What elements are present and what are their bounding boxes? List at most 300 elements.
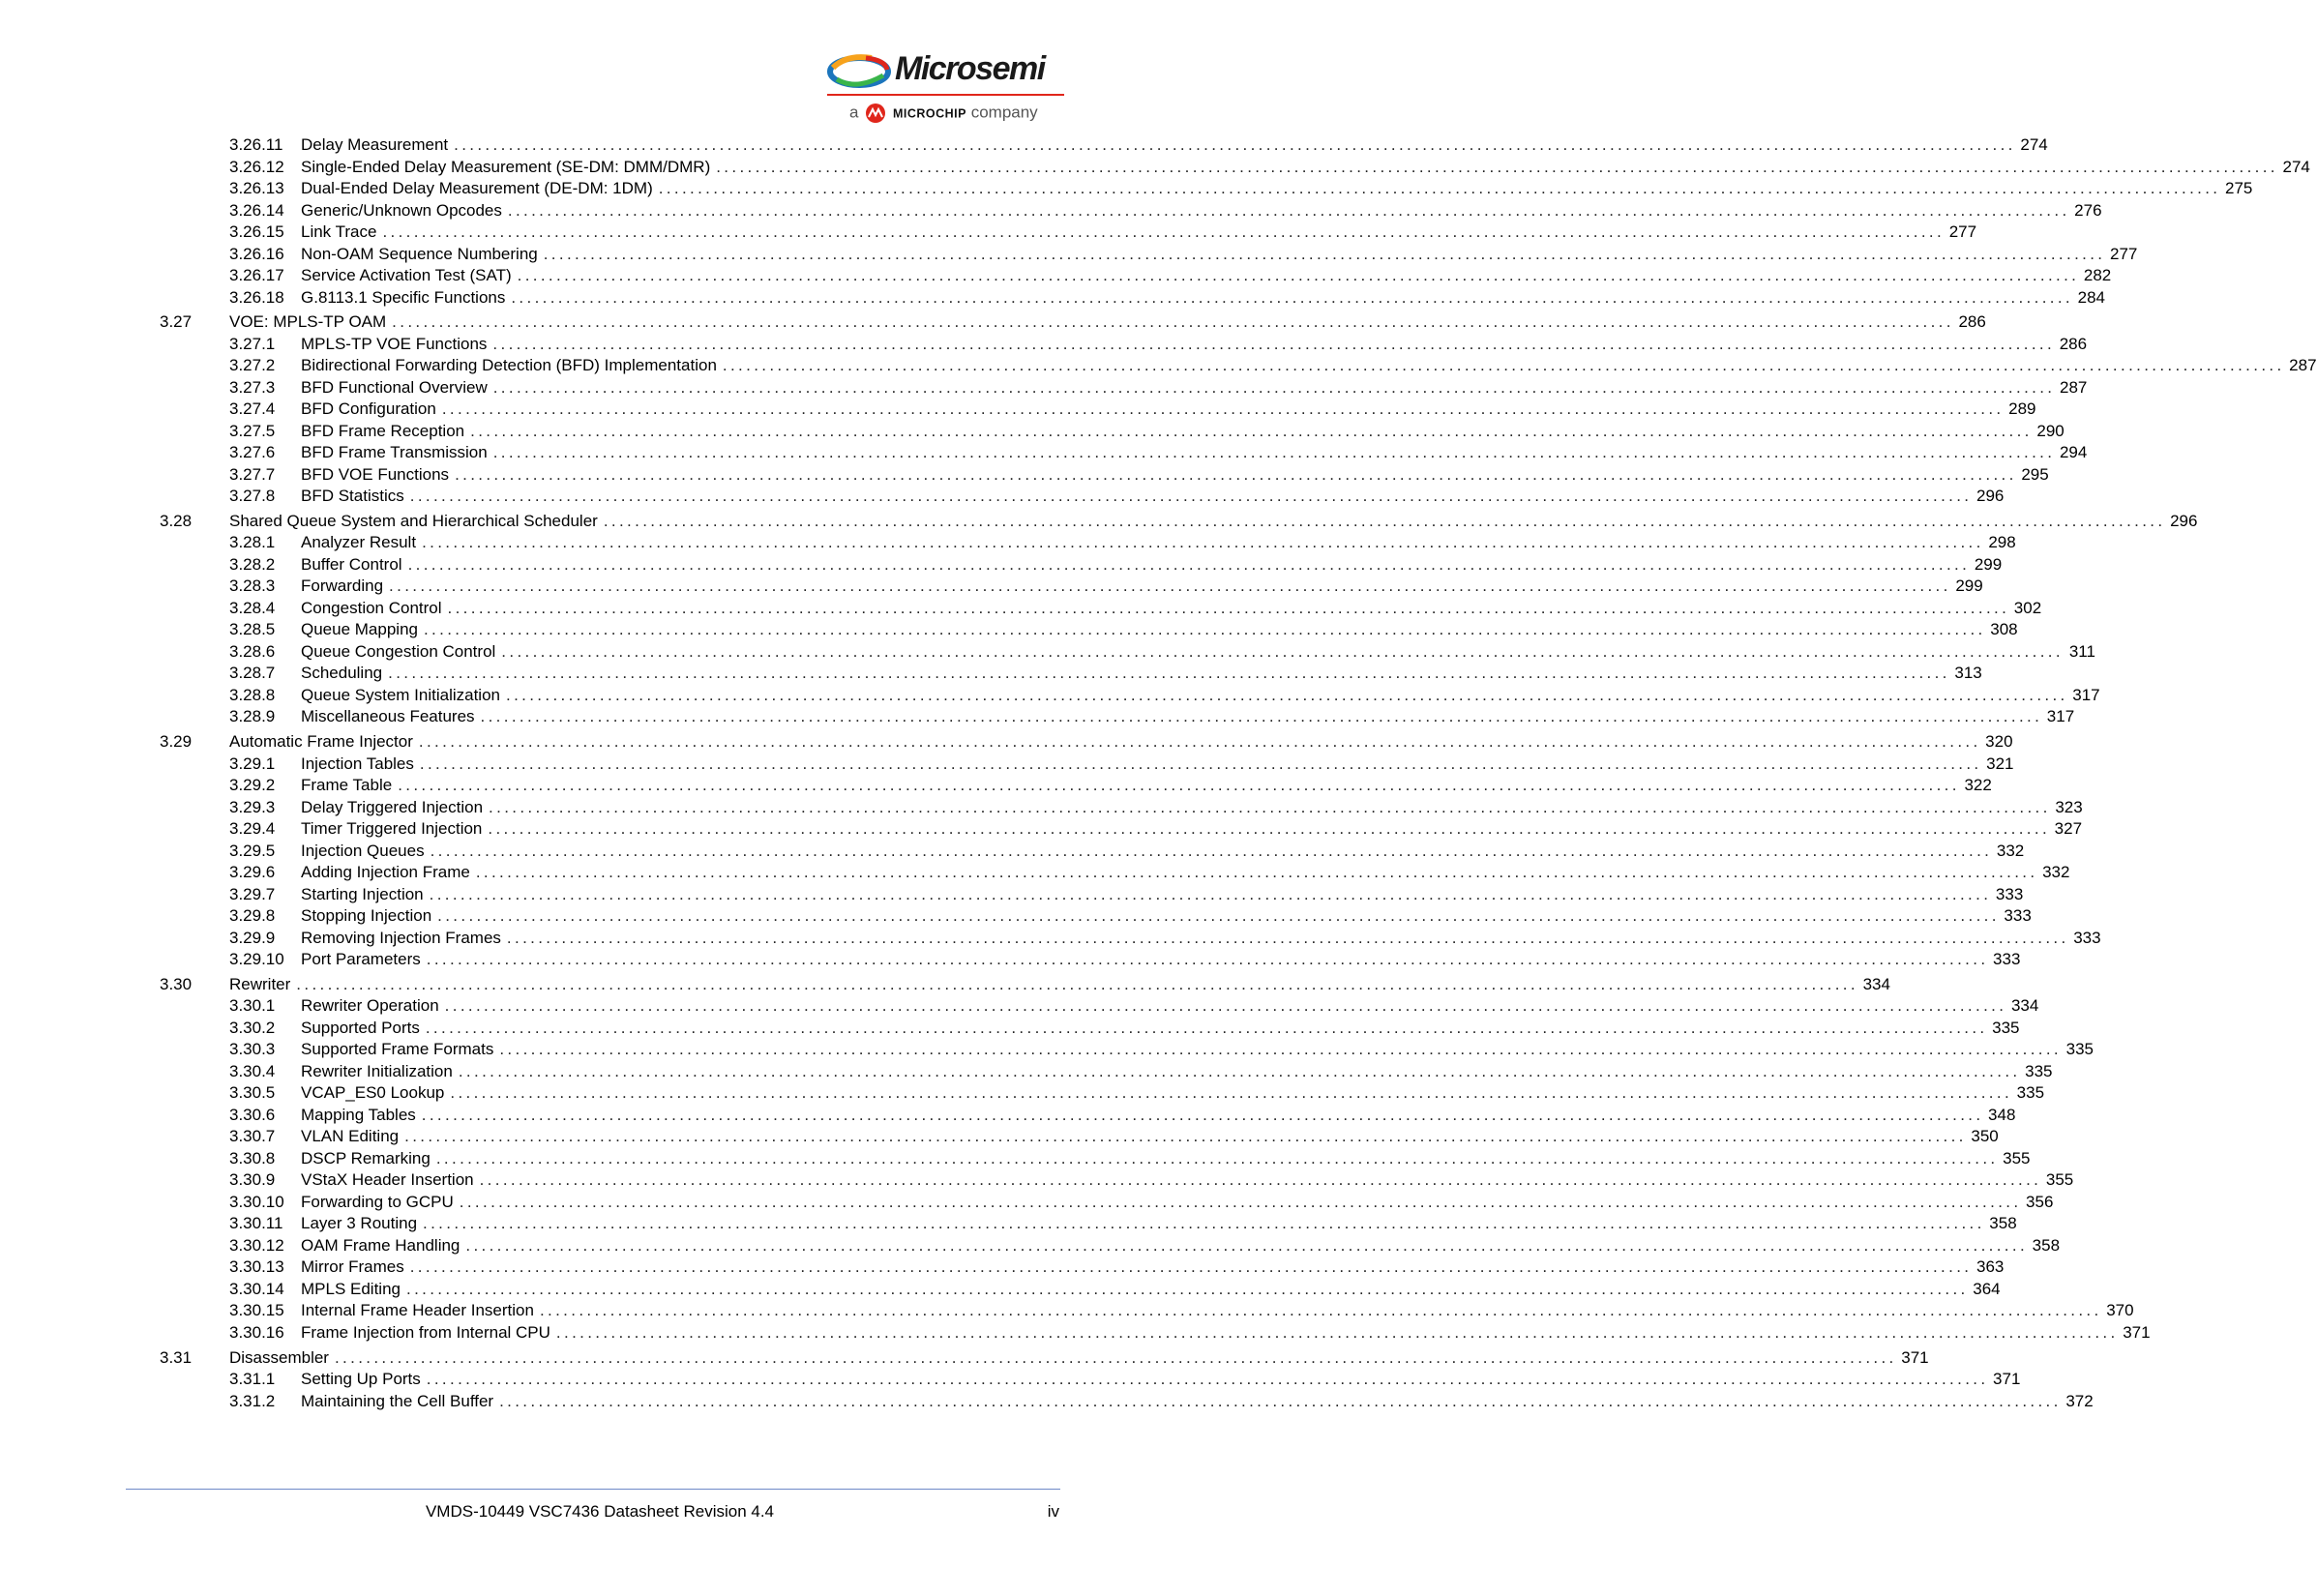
toc-entry-page: 289 (2008, 399, 2036, 419)
toc-dot-leader: ........................................................................................................................................................................................................ (435, 1148, 1999, 1167)
toc-entry-number: 3.29 (160, 732, 193, 752)
toc-entry-number: 3.28.3 (229, 576, 276, 596)
microsemi-logo (827, 50, 1069, 128)
toc-entry-page: 295 (2021, 464, 2049, 484)
toc-entry-number: 3.29.4 (229, 819, 276, 839)
toc-subsection-entry[interactable] (0, 199, 2102, 222)
toc-entry-page: 299 (1955, 576, 1983, 596)
toc-entry-page: 277 (1948, 222, 1977, 241)
toc-dot-leader: ........................................................................................................................................................................................................ (489, 797, 2051, 816)
toc-entry-page: 313 (1954, 664, 1982, 683)
toc-subsection-entry[interactable] (0, 948, 2021, 970)
toc-entry-page: 276 (2074, 200, 2102, 220)
logo-tagline-brand: MICROCHIP (892, 106, 966, 121)
toc-entry-page: 335 (2065, 1040, 2094, 1059)
toc-entry-number: 3.30.13 (229, 1257, 284, 1277)
toc-dot-leader: ........................................................................................................................................................................................................ (480, 707, 2043, 726)
toc-entry-title: Generic/Unknown Opcodes (301, 200, 502, 220)
toc-subsection-entry[interactable] (0, 398, 2036, 420)
toc-entry-number: 3.26.14 (229, 200, 284, 220)
toc-entry-title: OAM Frame Handling (301, 1235, 460, 1255)
toc-entry-number: 3.28.5 (229, 620, 276, 639)
toc-dot-leader: ........................................................................................................................................................................................................ (603, 511, 2166, 530)
toc-entry-page: 335 (2025, 1061, 2053, 1080)
toc-subsection-entry[interactable] (0, 817, 2083, 840)
toc-entry-number: 3.28 (160, 511, 193, 530)
toc-entry-page: 308 (1990, 620, 2018, 639)
toc-dot-leader: ........................................................................................................................................................................................................ (722, 356, 2285, 375)
toc-entry-page: 350 (1971, 1127, 1999, 1146)
toc-dot-leader: ........................................................................................................................................................................................................ (419, 754, 1982, 773)
toc-entry-page: 355 (2003, 1148, 2031, 1167)
toc-section-entry[interactable] (0, 310, 1986, 333)
toc-entry-number: 3.29.3 (229, 797, 276, 816)
toc-entry-page: 335 (2016, 1083, 2045, 1103)
toc-entry-page: 348 (1988, 1105, 2016, 1124)
toc-entry-page: 371 (1993, 1370, 2021, 1388)
toc-dot-leader: ........................................................................................................................................................................................................ (418, 732, 1981, 752)
toc-entry-page: 317 (2046, 707, 2075, 726)
toc-dot-leader: ........................................................................................................................................................................................................ (716, 157, 2278, 176)
toc-subsection-entry[interactable] (0, 333, 2088, 355)
toc-entry-page: 333 (2004, 906, 2032, 926)
toc-entry-title: Stopping Injection (301, 906, 432, 926)
toc-entry-number: 3.29.10 (229, 950, 284, 969)
toc-entry-page: 277 (2110, 244, 2138, 263)
toc-entry-page: 322 (1964, 776, 1992, 795)
toc-entry-number: 3.30.11 (229, 1214, 283, 1233)
toc-entry-number: 3.27.7 (229, 464, 276, 484)
toc-entry-page: 356 (2026, 1192, 2054, 1211)
toc-dot-leader: ........................................................................................................................................................................................................ (492, 334, 2056, 353)
toc-entry-page: 302 (2013, 598, 2042, 617)
toc-entry-title: Internal Frame Header Insertion (301, 1301, 534, 1320)
toc-entry-title: Queue Mapping (301, 620, 418, 639)
toc-entry-page: 317 (2072, 685, 2100, 704)
toc-dot-leader: ........................................................................................................................................................................................................ (479, 1170, 2042, 1190)
toc-subsection-entry[interactable] (0, 553, 2003, 576)
toc-subsection-entry[interactable] (0, 531, 2016, 553)
toc-subsection-entry[interactable] (0, 420, 2065, 442)
toc-entry-number: 3.30.10 (229, 1192, 284, 1211)
toc-entry-page: 332 (1996, 841, 2025, 860)
toc-entry-number: 3.28.8 (229, 685, 276, 704)
toc-dot-leader: ........................................................................................................................................................................................................ (334, 1347, 1897, 1367)
toc-entry-title: BFD Statistics (301, 487, 404, 506)
toc-dot-leader: ........................................................................................................................................................................................................ (459, 1192, 2022, 1211)
toc-subsection-entry[interactable] (0, 156, 2310, 178)
toc-subsection-entry[interactable] (0, 840, 2025, 862)
toc-entry-page: 287 (2060, 377, 2088, 397)
logo-tagline-suffix: company (970, 103, 1038, 122)
toc-dot-leader: ........................................................................................................................................................................................................ (409, 1257, 1973, 1277)
toc-dot-leader: ........................................................................................................................................................................................................ (454, 135, 2016, 154)
toc-dot-leader: ........................................................................................................................................................................................................ (539, 1301, 2102, 1320)
microchip-icon (865, 103, 886, 124)
toc-entry-title: VCAP_ES0 Lookup (301, 1083, 445, 1103)
toc-entry-page: 333 (1995, 884, 2024, 903)
toc-subsection-entry[interactable] (0, 1168, 2074, 1191)
toc-subsection-entry[interactable] (0, 1299, 2134, 1321)
toc-entry-title: Layer 3 Routing (301, 1214, 418, 1233)
toc-entry-number: 3.26.17 (229, 266, 284, 284)
toc-entry-title: Frame Injection from Internal CPU (301, 1322, 550, 1342)
toc-entry-page: 311 (2068, 641, 2095, 661)
toc-subsection-entry[interactable] (0, 286, 2105, 309)
toc-subsection-entry[interactable] (0, 1038, 2094, 1060)
toc-entry-number: 3.29.2 (229, 776, 276, 795)
toc-entry-number: 3.27.5 (229, 421, 276, 440)
toc-entry-title: Rewriter Initialization (301, 1061, 453, 1080)
toc-entry-title: Bidirectional Forwarding Detection (BFD) Implementation (301, 356, 717, 375)
toc-subsection-entry[interactable] (0, 774, 1992, 796)
toc-dot-leader: ........................................................................................................................................................................................................ (429, 884, 1992, 903)
toc-entry-title: BFD Frame Reception (301, 421, 465, 440)
toc-entry-title: Service Activation Test (SAT) (301, 266, 512, 284)
toc-dot-leader: ........................................................................................................................................................................................................ (430, 841, 1993, 860)
logo-wordmark: Microsemi (895, 50, 1045, 87)
toc-dot-leader: ........................................................................................................................................................................................................ (506, 928, 2069, 947)
toc-entry-title: MPLS-TP VOE Functions (301, 334, 488, 353)
toc-section-entry[interactable] (0, 510, 2198, 532)
toc-entry-page: 275 (2225, 179, 2253, 197)
toc-entry-title: BFD Functional Overview (301, 377, 488, 397)
toc-entry-page: 321 (1986, 754, 2014, 773)
toc-entry-number: 3.29.8 (229, 906, 276, 926)
toc-entry-number: 3.30.15 (229, 1301, 284, 1320)
toc-subsection-entry[interactable] (0, 597, 2042, 619)
toc-subsection-entry[interactable] (0, 1212, 2017, 1234)
toc-subsection-entry[interactable] (0, 1234, 2061, 1256)
toc-subsection-entry[interactable] (0, 1321, 2151, 1344)
toc-entry-page: 370 (2106, 1301, 2134, 1320)
toc-entry-page: 332 (2042, 863, 2070, 882)
toc-dot-leader: ........................................................................................................................................................................................................ (465, 1235, 2029, 1255)
toc-subsection-entry[interactable] (0, 463, 2049, 486)
toc-entry-number: 3.29.7 (229, 884, 276, 903)
toc-subsection-entry[interactable] (0, 485, 2005, 507)
toc-subsection-entry[interactable] (0, 861, 2070, 883)
toc-entry-number: 3.30.3 (229, 1040, 276, 1059)
toc-entry-title: Rewriter (229, 974, 291, 993)
toc-entry-number: 3.26.15 (229, 222, 284, 241)
toc-subsection-entry[interactable] (0, 1368, 2021, 1390)
toc-subsection-entry[interactable] (0, 1125, 1999, 1147)
toc-entry-page: 327 (2054, 819, 2083, 839)
toc-subsection-entry[interactable] (0, 376, 2088, 399)
toc-subsection-entry[interactable] (0, 575, 1983, 597)
toc-subsection-entry[interactable] (0, 1081, 2045, 1104)
toc-entry-number: 3.30.8 (229, 1148, 276, 1167)
toc-entry-title: Adding Injection Frame (301, 863, 470, 882)
toc-entry-number: 3.28.7 (229, 664, 276, 683)
toc-entry-number: 3.26.16 (229, 244, 284, 263)
toc-subsection-entry[interactable] (0, 1147, 2031, 1169)
toc-subsection-entry[interactable] (0, 133, 2048, 156)
toc-dot-leader: ........................................................................................................................................................................................................ (392, 312, 1954, 332)
toc-subsection-entry[interactable] (0, 705, 2075, 727)
toc-dot-leader: ........................................................................................................................................................................................................ (382, 222, 1946, 241)
toc-entry-number: 3.28.6 (229, 641, 276, 661)
toc-dot-leader: ........................................................................................................................................................................................................ (437, 906, 2000, 926)
toc-entry-page: 296 (2170, 511, 2198, 530)
toc-dot-leader: ........................................................................................................................................................................................................ (423, 620, 1986, 639)
toc-dot-leader: ........................................................................................................................................................................................................ (388, 664, 1950, 683)
toc-dot-leader: ........................................................................................................................................................................................................ (444, 996, 2007, 1016)
toc-entry-number: 3.26.13 (229, 179, 284, 197)
toc-entry-title: Link Trace (301, 222, 377, 241)
toc-dot-leader: ........................................................................................................................................................................................................ (398, 776, 1960, 795)
footer-divider (126, 1489, 1060, 1490)
toc-entry-number: 3.27 (160, 312, 193, 332)
toc-dot-leader: ........................................................................................................................................................................................................ (499, 1040, 2062, 1059)
toc-entry-page: 298 (1988, 533, 2016, 552)
toc-entry-title: Forwarding to GCPU (301, 1192, 454, 1211)
toc-entry-number: 3.30.4 (229, 1061, 276, 1080)
toc-entry-number: 3.26.11 (229, 135, 283, 154)
toc-dot-leader: ........................................................................................................................................................................................................ (475, 863, 2038, 882)
toc-entry-number: 3.30.6 (229, 1105, 276, 1124)
toc-entry-title: Single-Ended Delay Measurement (SE-DM: DMM/DMR) (301, 157, 711, 176)
toc-subsection-entry[interactable] (0, 354, 2317, 376)
toc-dot-leader: ........................................................................................................................................................................................................ (492, 443, 2056, 462)
toc-entry-title: Mapping Tables (301, 1105, 416, 1124)
toc-entry-number: 3.30.9 (229, 1170, 276, 1190)
toc-entry-title: BFD Configuration (301, 399, 436, 419)
toc-entry-page: 320 (1985, 732, 2013, 752)
toc-entry-number: 3.27.3 (229, 377, 276, 397)
toc-entry-title: VOE: MPLS-TP OAM (229, 312, 387, 332)
toc-entry-page: 274 (2282, 157, 2310, 176)
toc-entry-title: Rewriter Operation (301, 996, 439, 1016)
microsemi-swirl-icon (827, 52, 891, 91)
toc-entry-number: 3.27.4 (229, 399, 276, 419)
toc-dot-leader: ........................................................................................................................................................................................................ (422, 533, 1984, 552)
toc-dot-leader: ........................................................................................................................................................................................................ (406, 1279, 1969, 1298)
toc-subsection-entry[interactable] (0, 1017, 2020, 1039)
toc-dot-leader: ........................................................................................................................................................................................................ (455, 464, 2017, 484)
toc-entry-number: 3.31 (160, 1347, 193, 1367)
toc-entry-page: 334 (2010, 996, 2039, 1016)
toc-dot-leader: ........................................................................................................................................................................................................ (555, 1322, 2119, 1342)
toc-subsection-entry[interactable] (0, 994, 2039, 1017)
toc-entry-page: 358 (2032, 1235, 2061, 1255)
toc-dot-leader: ........................................................................................................................................................................................................ (458, 1061, 2021, 1080)
toc-dot-leader: ........................................................................................................................................................................................................ (511, 287, 2073, 307)
toc-entry-title: Scheduling (301, 664, 383, 683)
toc-subsection-entry[interactable] (0, 927, 2101, 949)
toc-dot-leader: ........................................................................................................................................................................................................ (404, 1127, 1967, 1146)
toc-entry-page: 284 (2077, 287, 2105, 307)
toc-entry-number: 3.28.9 (229, 707, 276, 726)
toc-entry-title: Maintaining the Cell Buffer (301, 1391, 494, 1410)
toc-subsection-entry[interactable] (0, 441, 2088, 463)
toc-entry-title: Timer Triggered Injection (301, 819, 483, 839)
toc-entry-number: 3.29.5 (229, 841, 276, 860)
toc-entry-page: 294 (2059, 443, 2088, 462)
toc-subsection-entry[interactable] (0, 221, 1977, 243)
toc-entry-number: 3.30.2 (229, 1018, 276, 1037)
toc-entry-title: Miscellaneous Features (301, 707, 475, 726)
toc-entry-number: 3.30.12 (229, 1235, 284, 1255)
toc-entry-page: 355 (2045, 1170, 2074, 1190)
toc-subsection-entry[interactable] (0, 1256, 2005, 1278)
toc-entry-page: 333 (1993, 950, 2021, 969)
toc-entry-number: 3.30.14 (229, 1279, 284, 1298)
toc-dot-leader: ........................................................................................................................................................................................................ (488, 819, 2051, 839)
toc-section-entry[interactable] (0, 973, 1890, 995)
toc-entry-title: Removing Injection Frames (301, 928, 501, 947)
toc-dot-leader: ........................................................................................................................................................................................................ (492, 377, 2056, 397)
toc-dot-leader: ........................................................................................................................................................................................................ (407, 554, 1971, 574)
toc-entry-number: 3.28.4 (229, 598, 276, 617)
toc-entry-title: Analyzer Result (301, 533, 417, 552)
toc-entry-page: 286 (1958, 312, 1986, 332)
toc-entry-number: 3.29.9 (229, 928, 276, 947)
toc-subsection-entry[interactable] (0, 1191, 2054, 1213)
toc-entry-title: BFD Frame Transmission (301, 443, 488, 462)
toc-entry-page: 358 (1989, 1214, 2017, 1233)
toc-dot-leader: ........................................................................................................................................................................................................ (543, 244, 2106, 263)
toc-subsection-entry[interactable] (0, 1390, 2094, 1412)
toc-entry-title: Injection Queues (301, 841, 425, 860)
toc-entry-number: 3.27.8 (229, 487, 276, 506)
toc-subsection-entry[interactable] (0, 1060, 2053, 1082)
toc-entry-title: Buffer Control (301, 554, 402, 574)
toc-dot-leader: ........................................................................................................................................................................................................ (501, 641, 2064, 661)
toc-entry-number: 3.26.12 (229, 157, 284, 176)
toc-entry-page: 363 (1975, 1257, 2005, 1277)
toc-subsection-entry[interactable] (0, 264, 2112, 286)
toc-entry-title: Dual-Ended Delay Measurement (DE-DM: 1DM) (301, 179, 653, 197)
toc-dot-leader: ........................................................................................................................................................................................................ (470, 421, 2033, 440)
toc-subsection-entry[interactable] (0, 753, 2014, 775)
toc-entry-number: 3.27.1 (229, 334, 276, 353)
toc-dot-leader: ........................................................................................................................................................................................................ (409, 487, 1973, 506)
toc-entry-title: Automatic Frame Injector (229, 732, 413, 752)
toc-dot-leader: ........................................................................................................................................................................................................ (507, 200, 2070, 220)
toc-entry-title: Shared Queue System and Hierarchical Scheduler (229, 511, 598, 530)
toc-subsection-entry[interactable] (0, 904, 2032, 927)
toc-subsection-entry[interactable] (0, 177, 2253, 199)
toc-entry-title: Setting Up Ports (301, 1370, 421, 1388)
toc-entry-page: 323 (2055, 797, 2083, 816)
toc-subsection-entry[interactable] (0, 662, 1982, 684)
toc-entry-title: Congestion Control (301, 598, 442, 617)
toc-entry-title: MPLS Editing (301, 1279, 401, 1298)
toc-subsection-entry[interactable] (0, 883, 2024, 905)
toc-dot-leader: ........................................................................................................................................................................................................ (506, 685, 2068, 704)
toc-entry-title: Delay Measurement (301, 135, 449, 154)
footer-document-title: VMDS-10449 VSC7436 Datasheet Revision 4.4 (425, 1502, 775, 1521)
toc-entry-number: 3.30 (160, 974, 193, 993)
toc-entry-number: 3.27.6 (229, 443, 276, 462)
toc-entry-title: VLAN Editing (301, 1127, 400, 1146)
toc-entry-page: 372 (2065, 1391, 2094, 1410)
logo-tagline-prefix: a (849, 103, 859, 122)
toc-entry-title: G.8113.1 Specific Functions (301, 287, 506, 307)
toc-subsection-entry[interactable] (0, 640, 2095, 663)
toc-entry-title: Forwarding (301, 576, 384, 596)
toc-entry-page: 299 (1974, 554, 2003, 574)
toc-entry-title: Delay Triggered Injection (301, 797, 484, 816)
toc-entry-page: 282 (2083, 266, 2112, 284)
toc-dot-leader: ........................................................................................................................................................................................................ (389, 576, 1951, 596)
toc-entry-title: VStaX Header Insertion (301, 1170, 474, 1190)
toc-entry-title: Port Parameters (301, 950, 421, 969)
toc-entry-page: 364 (1973, 1279, 2001, 1298)
toc-entry-page: 296 (1976, 487, 2005, 506)
toc-entry-number: 3.30.1 (229, 996, 276, 1016)
toc-entry-title: Non-OAM Sequence Numbering (301, 244, 538, 263)
toc-entry-number: 3.26.18 (229, 287, 284, 307)
logo-divider (827, 94, 1064, 96)
toc-dot-leader: ........................................................................................................................................................................................................ (517, 266, 2080, 284)
toc-entry-page: 290 (2036, 421, 2065, 440)
toc-entry-title: Mirror Frames (301, 1257, 404, 1277)
toc-entry-title: BFD VOE Functions (301, 464, 450, 484)
footer-page-number: iv (1047, 1502, 1059, 1521)
toc-entry-title: DSCP Remarking (301, 1148, 431, 1167)
toc-entry-number: 3.29.1 (229, 754, 276, 773)
toc-dot-leader: ........................................................................................................................................................................................................ (426, 950, 1989, 969)
toc-dot-leader: ........................................................................................................................................................................................................ (425, 1018, 1988, 1037)
toc-entry-page: 334 (1862, 974, 1890, 993)
toc-entry-title: Supported Ports (301, 1018, 420, 1037)
toc-entry-number: 3.30.16 (229, 1322, 284, 1342)
toc-dot-leader: ........................................................................................................................................................................................................ (423, 1214, 1985, 1233)
toc-entry-title: Supported Frame Formats (301, 1040, 494, 1059)
toc-entry-number: 3.28.1 (229, 533, 276, 552)
toc-subsection-entry[interactable] (0, 1278, 2001, 1300)
logo-tagline (849, 103, 1038, 124)
toc-entry-number: 3.29.6 (229, 863, 276, 882)
toc-dot-leader: ........................................................................................................................................................................................................ (450, 1083, 2013, 1103)
toc-entry-title: Queue System Initialization (301, 685, 500, 704)
toc-entry-page: 286 (2059, 334, 2088, 353)
toc-dot-leader: ........................................................................................................................................................................................................ (296, 974, 1858, 993)
toc-subsection-entry[interactable] (0, 243, 2138, 265)
toc-entry-page: 371 (2123, 1322, 2151, 1342)
toc-subsection-entry[interactable] (0, 618, 2018, 640)
toc-entry-title: Disassembler (229, 1347, 329, 1367)
toc-section-entry[interactable] (0, 1346, 1929, 1369)
toc-dot-leader: ........................................................................................................................................................................................................ (441, 399, 2005, 419)
toc-entry-title: Starting Injection (301, 884, 424, 903)
toc-subsection-entry[interactable] (0, 1104, 2016, 1126)
toc-dot-leader: ........................................................................................................................................................................................................ (447, 598, 2010, 617)
toc-entry-number: 3.31.1 (229, 1370, 276, 1388)
toc-subsection-entry[interactable] (0, 796, 2083, 818)
toc-subsection-entry[interactable] (0, 684, 2100, 706)
toc-entry-page: 274 (2020, 135, 2048, 154)
toc-entry-page: 335 (1992, 1018, 2020, 1037)
toc-entry-number: 3.27.2 (229, 356, 276, 375)
toc-entry-title: Frame Table (301, 776, 393, 795)
toc-entry-number: 3.28.2 (229, 554, 276, 574)
toc-dot-leader: ........................................................................................................................................................................................................ (658, 179, 2221, 197)
toc-entry-number: 3.30.5 (229, 1083, 276, 1103)
toc-entry-title: Injection Tables (301, 754, 414, 773)
toc-dot-leader: ........................................................................................................................................................................................................ (499, 1391, 2062, 1410)
toc-dot-leader: ........................................................................................................................................................................................................ (426, 1370, 1989, 1388)
toc-dot-leader: ........................................................................................................................................................................................................ (421, 1105, 1984, 1124)
toc-entry-page: 333 (2073, 928, 2101, 947)
toc-entry-number: 3.31.2 (229, 1391, 276, 1410)
toc-section-entry[interactable] (0, 730, 2013, 753)
toc-entry-page: 287 (2289, 356, 2317, 375)
toc-entry-title: Queue Congestion Control (301, 641, 496, 661)
